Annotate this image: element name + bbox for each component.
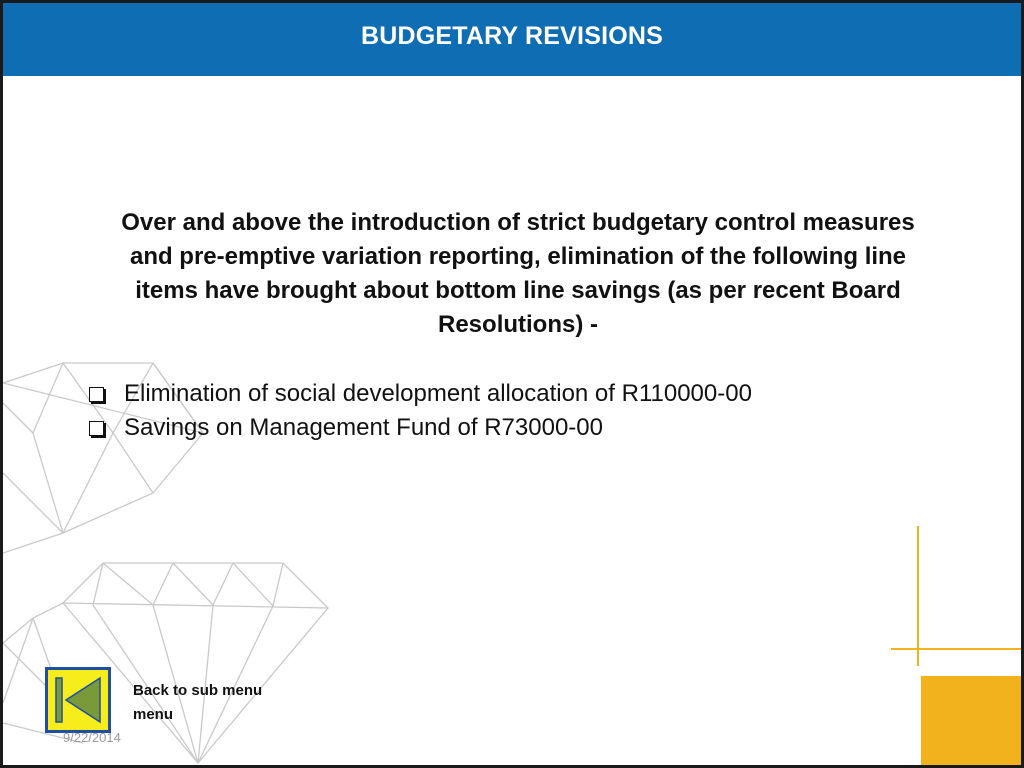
savings-list xyxy=(87,377,752,445)
back-arrow-icon xyxy=(54,676,102,724)
accent-horizontal-line xyxy=(891,648,1021,650)
back-to-sub-menu-link[interactable]: Back to sub menu menu xyxy=(133,682,263,723)
back-to-sub-menu-button[interactable] xyxy=(45,667,111,733)
list-item-text: Elimination of social development allocation of R110000-00 xyxy=(124,380,752,407)
intro-paragraph: Over and above the introduction of strict budgetary control measures and pre-emptive variation reporting, elimination of the following line items have brought about bottom line savings (as per recent Board Resolutions) - xyxy=(121,209,915,338)
slide-date: 9/22/2014 xyxy=(63,730,121,745)
checkbox-icon xyxy=(89,421,104,436)
header-bar xyxy=(3,3,1021,76)
list-item xyxy=(87,411,752,445)
slide-title: BUDGETARY REVISIONS xyxy=(361,22,663,50)
accent-corner-block xyxy=(921,676,1021,768)
list-item-text: Savings on Management Fund of R73000-00 xyxy=(124,414,603,441)
accent-vertical-line xyxy=(917,526,919,666)
checkbox-icon xyxy=(89,387,104,402)
list-item xyxy=(87,377,752,411)
